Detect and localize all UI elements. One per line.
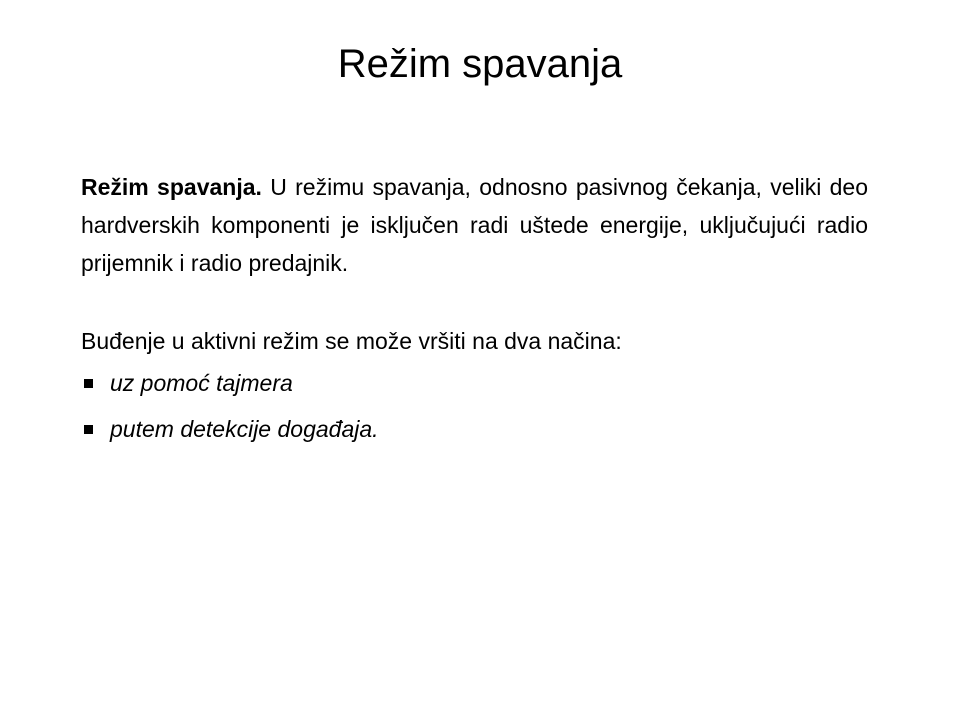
square-bullet-icon [84,379,93,388]
paragraph-sleep-mode [81,168,868,282]
wakeup-methods-list [81,364,868,448]
list-item [81,410,868,448]
square-bullet-icon [84,425,93,434]
list-item [81,364,868,402]
list-item-text: putem detekcije događaja. [110,416,379,442]
paragraph-body: U režimu spavanja, odnosno pasivnog čekanja, veliki deo hardverskih komponenti je isključen radi uštede energije, uključujući radio prijemnik i radio predajnik. [81,174,869,276]
slide-content [81,168,868,456]
list-item-text: uz pomoć tajmera [110,370,293,396]
slide-title: Režim spavanja [337,42,623,86]
paragraph-lead: Režim spavanja. [81,174,262,200]
paragraph-wakeup: Buđenje u aktivni režim se može vršiti na dva načina: [81,328,622,354]
